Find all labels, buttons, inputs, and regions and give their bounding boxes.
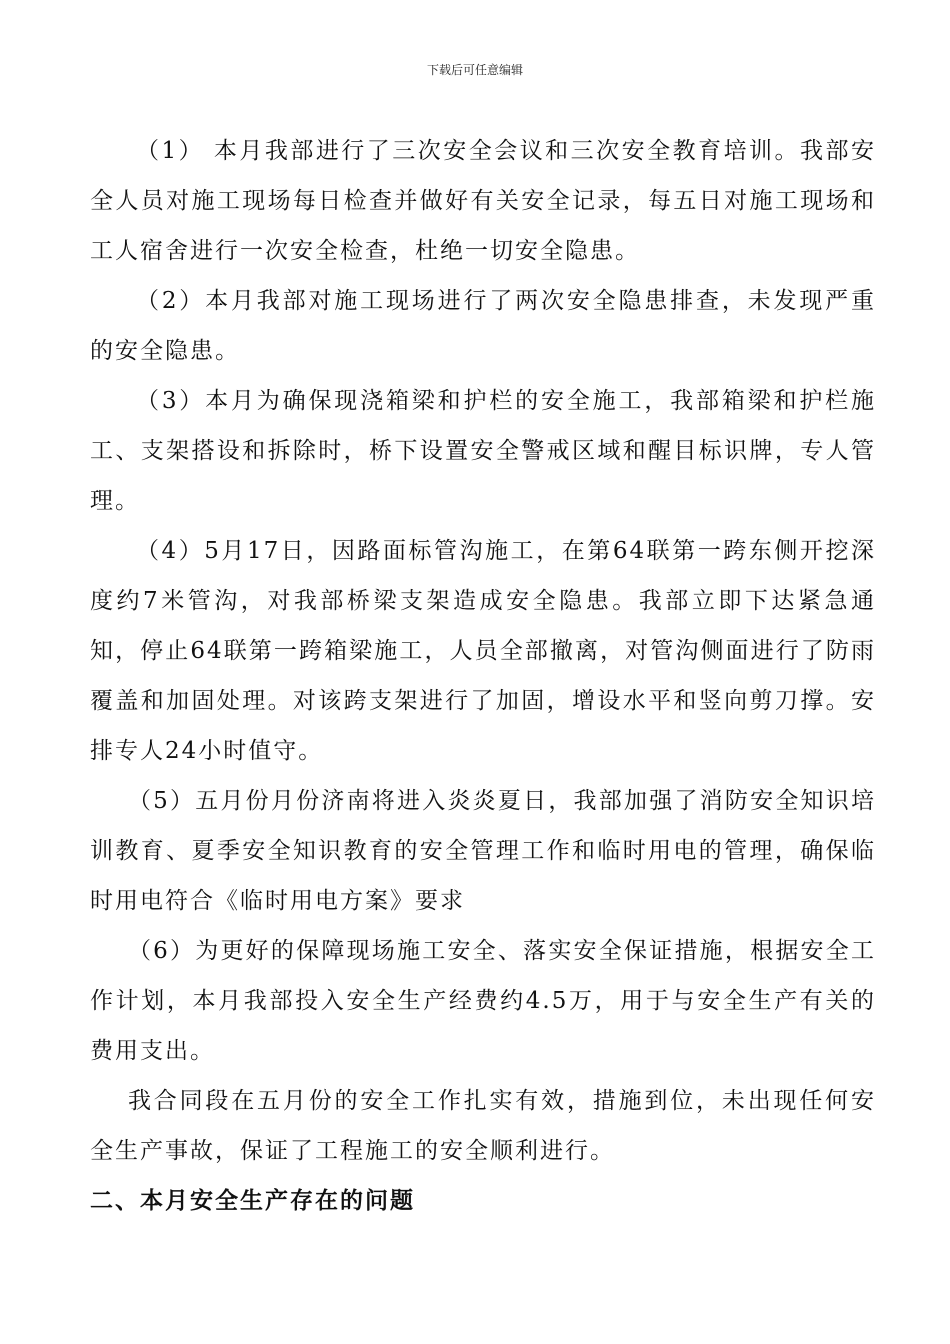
paragraph-item-2: （2）本月我部对施工现场进行了两次安全隐患排查，未发现严重的安全隐患。 — [90, 288, 876, 364]
paragraph-item-6: （6）为更好的保障现场施工安全、落实安全保证措施，根据安全工作计划，本月我部投入安全生产经费约4.5万，用于与安全生产有关的费用支出。 — [90, 938, 876, 1064]
document-body — [90, 126, 876, 1226]
paragraph-item-5: （5）五月份月份济南将进入炎炎夏日，我部加强了消防安全知识培训教育、夏季安全知识教育的安全管理工作和临时用电的管理，确保临时用电符合《临时用电方案》要求 — [90, 788, 876, 914]
section-heading: 二、本月安全生产存在的问题 — [90, 1188, 415, 1214]
paragraph-item-4: （4）5月17日，因路面标管沟施工，在第64联第一跨东侧开挖深度约7米管沟，对我部桥梁支架造成安全隐患。我部立即下达紧急通知，停止64联第一跨箱梁施工，人员全部撤离，对管沟侧面进行了防雨覆盖和加固处理。对该跨支架进行了加固，增设水平和竖向剪刀撑。安排专人24小时值守。 — [90, 538, 876, 764]
summary-paragraph: 我合同段在五月份的安全工作扎实有效，措施到位，未出现任何安全生产事故，保证了工程施工的安全顺利进行。 — [90, 1088, 876, 1164]
paragraph-item-3: （3）本月为确保现浇箱梁和护栏的安全施工，我部箱梁和护栏施工、支架搭设和拆除时，桥下设置安全警戒区域和醒目标识牌，专人管理。 — [90, 388, 876, 514]
page-header: 下载后可任意编辑 — [426, 63, 523, 77]
paragraph-item-1: （1） 本月我部进行了三次安全会议和三次安全教育培训。我部安全人员对施工现场每日检查并做好有关安全记录，每五日对施工现场和工人宿舍进行一次安全检查，杜绝一切安全隐患。 — [90, 138, 876, 264]
